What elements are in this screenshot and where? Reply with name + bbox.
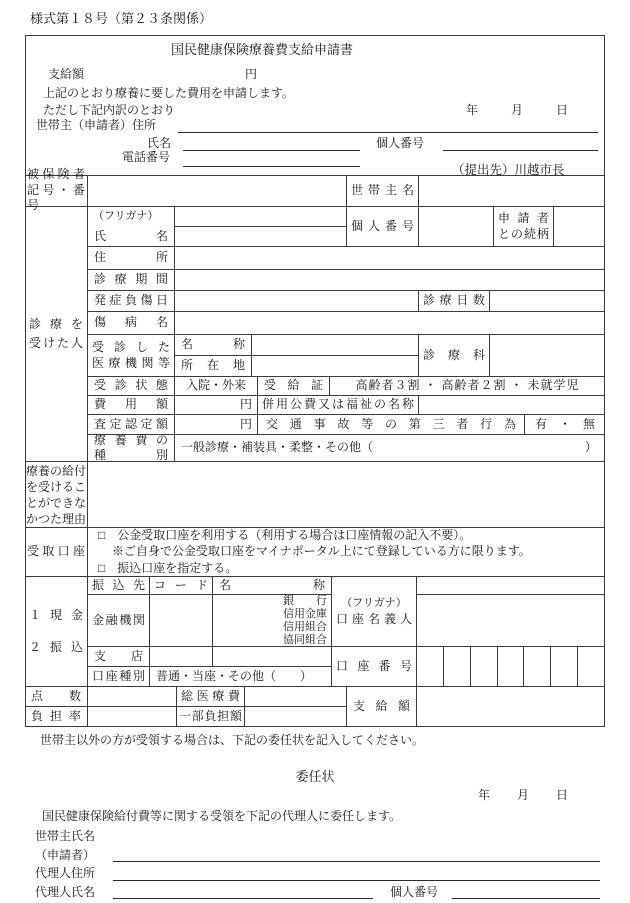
onset-date-field[interactable]: [175, 291, 419, 312]
account-number-digit-cell[interactable]: [551, 647, 578, 687]
account-number-digit-cell[interactable]: [498, 647, 524, 687]
facility-label: 受 診 し た 医療機関等: [88, 335, 175, 377]
branch-code-field[interactable]: [150, 647, 213, 667]
treatment-period-label: 診 療 期 間: [88, 270, 175, 291]
transfer-account-option[interactable]: □ 振込口座を指定する。: [98, 560, 238, 575]
checkbox-transfer-account-icon[interactable]: □: [98, 560, 106, 575]
disease-name-field[interactable]: [175, 312, 605, 335]
checkbox-public-account-icon[interactable]: □: [98, 527, 106, 542]
account-type-options[interactable]: 普通・当座・その他（ ）: [150, 667, 332, 687]
account-number-digit-cell[interactable]: [578, 647, 605, 687]
treatment-days-label: 診療日数: [419, 291, 490, 312]
no-benefit-reason-field[interactable]: [88, 462, 605, 528]
patient-name-field[interactable]: [175, 227, 347, 247]
public-funds-label: 併用公費又は福祉の名称: [258, 396, 419, 415]
assessed-amount-field[interactable]: [175, 415, 258, 435]
proxy-date: [478, 786, 568, 803]
proxy-date-year-label: 年: [478, 788, 491, 802]
cost-yen-label: 円: [239, 397, 252, 412]
form-number: 様式第１８号（第２３条関係）: [30, 11, 213, 26]
account-number-digit-cell[interactable]: [524, 647, 551, 687]
institution-type-options[interactable]: 銀 行 信用金庫 信用組合 協同組合: [213, 595, 332, 647]
facility-name-field[interactable]: [252, 335, 419, 356]
financial-institution-label: 金融機関: [88, 595, 150, 647]
proxy-name-label: 代理人氏名: [35, 885, 96, 899]
benefit-type-options[interactable]: 一般診療・補装具・柔整・その他（ ）: [175, 435, 605, 462]
no-benefit-reason-label: 療養の給付 を受けるこ とができな かつた理由: [25, 462, 88, 528]
proxy-householder-name-field[interactable]: [113, 861, 600, 862]
account-holder-label: （フリガナ） 口座名義人: [332, 577, 417, 647]
sub-declaration-text: ただし下記内訳のとおり: [43, 103, 176, 117]
facility-location-field[interactable]: [252, 356, 419, 377]
date-year-label: 年: [466, 103, 479, 117]
proxy-householder-label-2: （申請者）: [35, 848, 96, 862]
householder-name-cell-label: 世 帯 主 名: [347, 175, 419, 207]
phone-label: 電話番号: [122, 150, 171, 164]
assessed-yen-label: 円: [239, 416, 252, 431]
burden-rate-field[interactable]: [88, 707, 177, 727]
proxy-instruction: 世帯主以外の方が受領する場合は、下記の委任状を記入してください。: [40, 733, 425, 747]
patient-personal-number-field[interactable]: [419, 207, 494, 247]
patient-address-label: 住 所: [88, 247, 175, 270]
facility-location-label: 所 在 地: [175, 356, 252, 377]
patient-address-field[interactable]: [175, 247, 605, 270]
holder-furigana-label: （フリガナ）: [341, 596, 407, 609]
payment-amount-field[interactable]: [417, 687, 605, 727]
payment-amount-label: 支 給 額: [347, 687, 417, 727]
patient-personal-number-label: 個 人 番 号: [347, 207, 419, 247]
phone-field[interactable]: [183, 166, 360, 167]
householder-name-label: 氏名: [147, 136, 172, 150]
receiving-account-label: 受 取 口 座: [25, 528, 88, 577]
proxy-householder-label-1: 世帯主氏名: [35, 829, 96, 843]
assessed-amount-label: 査定認定額: [88, 415, 175, 435]
third-party-options[interactable]: 有 ・ 無: [525, 415, 605, 435]
visit-status-options[interactable]: 入院・外来: [175, 377, 258, 396]
patient-section-label: 診 療 を 受けた人: [25, 207, 88, 462]
account-holder-name-field[interactable]: [417, 595, 605, 647]
householder-address-label: 世帯主（申請者）住所: [36, 118, 157, 132]
disease-name-label: 傷 病 名: [88, 312, 175, 335]
proxy-title: 委任状: [295, 769, 335, 784]
date-month-label: 月: [511, 103, 524, 117]
public-funds-field[interactable]: [419, 396, 605, 415]
third-party-label: 交通事故等の第三者行為: [258, 415, 525, 435]
public-account-note: ※ご自身で公金受取口座をマイナポータル上にて登録している方に限ります。: [112, 544, 531, 559]
cost-label: 費 用 額: [88, 396, 175, 415]
furigana-label: （フリガナ）: [93, 210, 159, 222]
bank-code-header: コ ー ド: [150, 577, 213, 595]
institution-code-field[interactable]: [150, 595, 213, 647]
proxy-date-month-label: 月: [517, 788, 530, 802]
points-label: 点 数: [25, 687, 88, 707]
department-field[interactable]: [490, 335, 605, 377]
account-type-label: 口座種別: [88, 667, 150, 687]
proxy-body: 国民健康保険給付費等に関する受領を下記の代理人に委任します。: [42, 809, 402, 823]
date-day-label: 日: [556, 103, 569, 117]
department-label: 診 療 科: [419, 335, 490, 377]
benefit-type-label: 療養費の 種 別: [88, 435, 175, 462]
treatment-days-field[interactable]: [490, 291, 605, 312]
account-number-digit-cell[interactable]: [471, 647, 498, 687]
header-personal-number-label: 個人番号: [376, 136, 425, 150]
branch-label: 支 店: [88, 647, 150, 667]
householder-name-field[interactable]: [183, 150, 360, 151]
facility-name-label: 名 称: [175, 335, 252, 356]
patient-name-label: （フリガナ） 氏 名: [88, 207, 175, 247]
patient-furigana-field[interactable]: [175, 207, 347, 227]
account-number-digit-cell[interactable]: [417, 647, 444, 687]
account-number-label: 口 座 番 号: [332, 647, 417, 687]
header-personal-number-field[interactable]: [443, 150, 598, 151]
householder-name-cell-field[interactable]: [419, 175, 605, 207]
partial-burden-field[interactable]: [245, 707, 347, 727]
public-account-option[interactable]: □ 公金受取口座を利用する（利用する場合は口座情報の記入不要）。: [98, 527, 472, 542]
account-holder-furigana-field[interactable]: [417, 577, 605, 595]
proxy-personal-number-field[interactable]: [452, 898, 600, 899]
amount-label: 支給額: [48, 67, 85, 81]
account-number-digit-cell[interactable]: [444, 647, 471, 687]
proxy-personal-number-label: 個人番号: [390, 885, 439, 899]
onset-date-label: 発症負傷日: [88, 291, 175, 312]
total-medical-field[interactable]: [245, 687, 347, 707]
visit-status-label: 受診状態: [88, 377, 175, 396]
insured-symbol-number-field[interactable]: [88, 175, 347, 207]
proxy-name-field[interactable]: [113, 898, 373, 899]
amount-yen-label: 円: [245, 67, 258, 81]
certificate-label: 受 給 証: [258, 377, 330, 396]
branch-name-field[interactable]: [213, 647, 332, 667]
burden-rate-label: 負 担 率: [25, 707, 88, 727]
proxy-address-label: 代理人住所: [35, 866, 96, 880]
payment-method-label: １ 現 金 ２ 振 込: [25, 577, 88, 687]
householder-address-field[interactable]: [178, 132, 598, 133]
proxy-address-field[interactable]: [113, 880, 600, 881]
relation-field[interactable]: [554, 207, 605, 247]
insured-symbol-number-label: 被 保 険 者 記号・番号: [25, 175, 88, 207]
header-date: [466, 101, 568, 118]
treatment-period-field[interactable]: [175, 270, 605, 291]
points-field[interactable]: [88, 687, 177, 707]
certificate-options[interactable]: 高齢者３割 ・ 高齢者２割 ・ 未就学児: [330, 377, 605, 396]
relation-label: 申 請 者 との続柄: [494, 207, 554, 247]
partial-burden-label: 一部負担額: [177, 707, 245, 727]
receiving-account-options: [88, 528, 605, 577]
page-title: 国民健康保険療養費支給申請書: [170, 42, 353, 57]
cost-amount-field[interactable]: [175, 396, 258, 415]
submit-to-label: （提出先）川越市長: [452, 163, 565, 177]
declaration-text: 上記のとおり療養に要した費用を申請します。: [43, 86, 295, 100]
transfer-to-header: 振 込 先: [88, 577, 150, 595]
total-medical-label: 総医療費: [177, 687, 245, 707]
bank-name-header: 名 称: [213, 577, 332, 595]
proxy-date-day-label: 日: [556, 788, 569, 802]
